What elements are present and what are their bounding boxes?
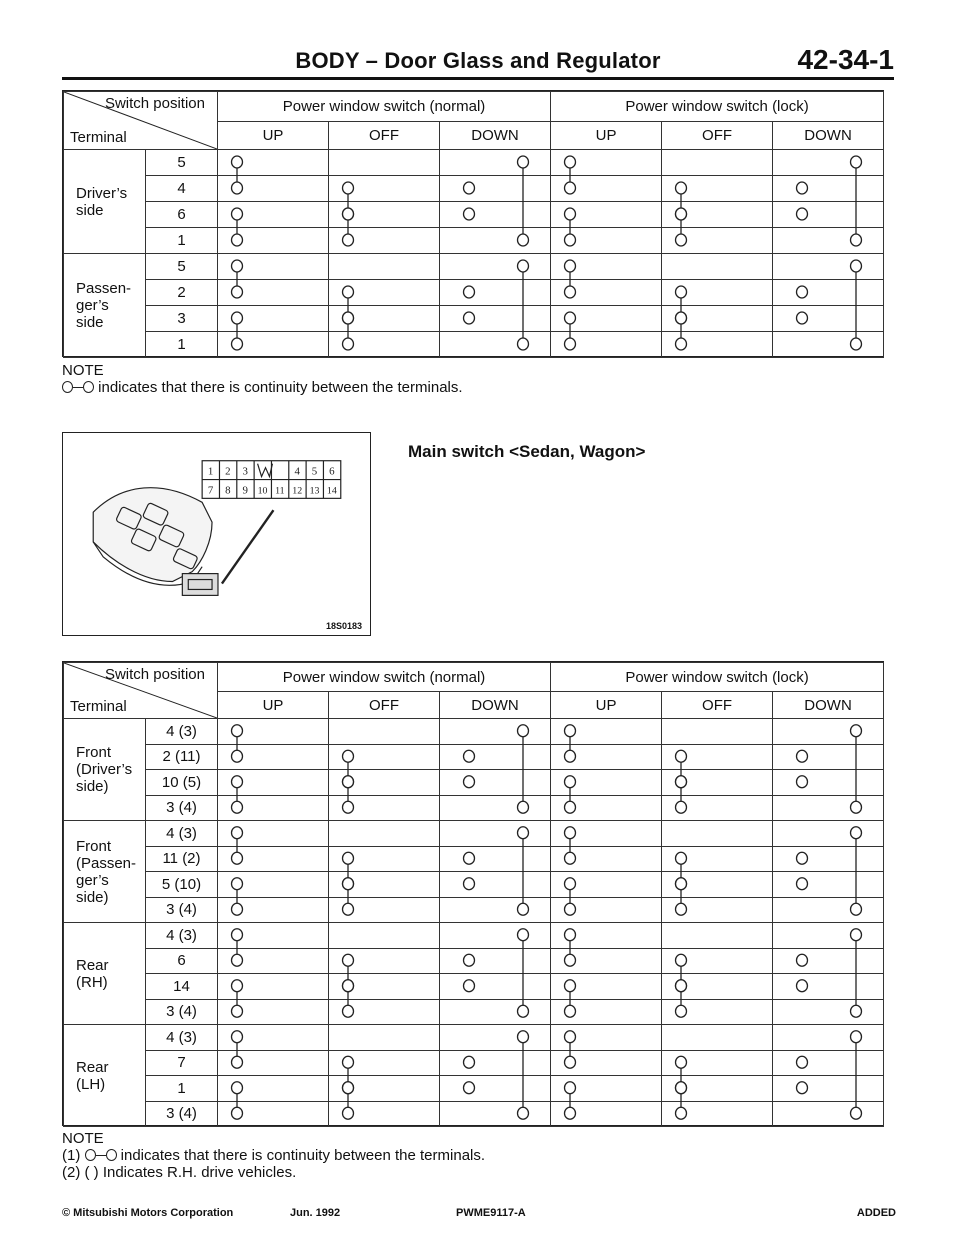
col-off-lock: OFF (662, 122, 773, 150)
continuity-cell (662, 1101, 773, 1127)
switch-position-label: Switch position (104, 666, 205, 683)
continuity-cell (662, 948, 773, 974)
terminal-label: Terminal (70, 129, 127, 146)
continuity-cell (329, 228, 440, 254)
continuity-cell (329, 254, 440, 280)
terminal-cell: 3 (4) (146, 897, 218, 923)
continuity-cell (662, 280, 773, 306)
continuity-cell (551, 1025, 662, 1051)
continuity-cell (773, 719, 884, 745)
continuity-cell (440, 770, 551, 796)
continuity-cell (329, 974, 440, 1000)
footer-copyright: © Mitsubishi Motors Corporation (62, 1207, 234, 1219)
pin-label: 4 (294, 465, 300, 478)
continuity-cell (329, 280, 440, 306)
continuity-cell (218, 821, 329, 847)
col-off-lock: OFF (662, 692, 773, 719)
continuity-cell (440, 923, 551, 949)
col-down-normal: DOWN (440, 122, 551, 150)
continuity-cell (773, 332, 884, 358)
section-label-front-passenger (64, 821, 146, 923)
continuity-cell (440, 974, 551, 1000)
continuity-cell (440, 228, 551, 254)
continuity-cell (440, 795, 551, 821)
group-header-lock: Power window switch (lock) (551, 663, 884, 692)
continuity-cell (329, 948, 440, 974)
section-label-text: Front (Passen- ger’s side) (76, 837, 137, 906)
continuity-cell (329, 719, 440, 745)
continuity-cell (218, 150, 329, 176)
continuity-cell (329, 332, 440, 358)
continuity-cell (218, 744, 329, 770)
continuity-cell (551, 719, 662, 745)
continuity-cell (773, 923, 884, 949)
terminal-cell: 2 (146, 280, 218, 306)
continuity-cell (440, 254, 551, 280)
switch-position-label: Switch position (104, 95, 205, 112)
continuity-cell (773, 306, 884, 332)
continuity-cell (218, 280, 329, 306)
col-up-normal: UP (218, 122, 329, 150)
continuity-cell (440, 897, 551, 923)
pin-label: 13 (309, 485, 320, 497)
continuity-cell (773, 744, 884, 770)
pin-label: 5 (311, 465, 318, 478)
section-label-text: Passen- ger’s side (76, 280, 132, 331)
terminal-cell: 6 (146, 202, 218, 228)
pin-label: 2 (225, 465, 231, 478)
page-title: BODY – Door Glass and Regulator (295, 48, 661, 73)
continuity-cell (773, 1076, 884, 1102)
main-switch-figure (62, 432, 371, 636)
continuity-cell (773, 821, 884, 847)
continuity-cell (440, 1101, 551, 1127)
continuity-cell (440, 202, 551, 228)
footer-date: Jun. 1992 (290, 1207, 341, 1219)
terminal-cell: 1 (146, 332, 218, 358)
footer-status: ADDED (856, 1207, 896, 1219)
continuity-cell (551, 744, 662, 770)
continuity-cell (773, 770, 884, 796)
section-label-rear-rh (64, 923, 146, 1025)
section-label-text: Rear (LH) (76, 1058, 109, 1093)
continuity-cell (440, 150, 551, 176)
continuity-cell (218, 176, 329, 202)
col-off-normal: OFF (329, 692, 440, 719)
pin-label: 8 (225, 484, 231, 497)
header-rule (62, 77, 894, 80)
section-label-driver (64, 150, 146, 254)
main-switch-title: Main switch <Sedan, Wagon> (408, 442, 646, 461)
continuity-cell (218, 1076, 329, 1102)
continuity-cell (218, 770, 329, 796)
continuity-cell (662, 974, 773, 1000)
continuity-cell (329, 202, 440, 228)
pin-label: 1 (207, 465, 214, 478)
continuity-cell (218, 332, 329, 358)
pin-label: 6 (329, 465, 335, 478)
footer-code: PWME9117-A (456, 1207, 526, 1219)
terminal-cell: 4 (3) (146, 821, 218, 847)
continuity-cell (218, 948, 329, 974)
pin-label: 3 (242, 465, 248, 478)
figure-code: 18S0183 (325, 621, 362, 631)
terminal-cell: 4 (3) (146, 923, 218, 949)
continuity-cell (662, 306, 773, 332)
continuity-cell (773, 974, 884, 1000)
continuity-cell (218, 897, 329, 923)
continuity-cell (329, 744, 440, 770)
terminal-cell: 2 (11) (146, 744, 218, 770)
continuity-cell (551, 1076, 662, 1102)
continuity-cell (773, 280, 884, 306)
continuity-cell (551, 770, 662, 796)
terminal-cell: 4 (3) (146, 1025, 218, 1051)
section-label-text: Rear (RH) (76, 956, 109, 991)
corner-header (64, 663, 218, 719)
continuity-cell (662, 228, 773, 254)
note-line (62, 379, 463, 396)
continuity-cell (440, 744, 551, 770)
continuity-cell (440, 176, 551, 202)
continuity-cell (329, 795, 440, 821)
terminal-cell: 5 (146, 254, 218, 280)
continuity-cell (662, 897, 773, 923)
note-line-2: (2) ( ) Indicates R.H. drive vehicles. (62, 1164, 297, 1181)
continuity-cell (440, 719, 551, 745)
continuity-table-all-doors (62, 661, 884, 1126)
continuity-cell (440, 1025, 551, 1051)
continuity-cell (773, 176, 884, 202)
continuity-cell (218, 202, 329, 228)
continuity-cell (662, 254, 773, 280)
terminal-cell: 1 (146, 1076, 218, 1102)
continuity-cell (662, 332, 773, 358)
group-header-normal: Power window switch (normal) (218, 92, 551, 122)
continuity-cell (218, 795, 329, 821)
section-label-front-driver (64, 719, 146, 821)
col-up-lock: UP (551, 692, 662, 719)
continuity-cell (218, 846, 329, 872)
terminal-cell: 3 (4) (146, 1101, 218, 1127)
terminal-cell: 4 (146, 176, 218, 202)
continuity-cell (551, 821, 662, 847)
continuity-cell (218, 254, 329, 280)
pin-label: 12 (292, 485, 303, 497)
terminal-label: Terminal (70, 698, 127, 715)
continuity-cell (329, 846, 440, 872)
continuity-cell (440, 1050, 551, 1076)
note-top (62, 362, 463, 396)
continuity-cell (662, 176, 773, 202)
group-header-lock: Power window switch (lock) (551, 92, 884, 122)
page-number: 42-34-1 (797, 44, 894, 75)
continuity-cell (662, 719, 773, 745)
continuity-cell (218, 228, 329, 254)
continuity-cell (329, 150, 440, 176)
continuity-cell (218, 999, 329, 1025)
continuity-cell (440, 332, 551, 358)
continuity-cell (440, 846, 551, 872)
continuity-cell (329, 872, 440, 898)
continuity-cell (551, 948, 662, 974)
continuity-cell (773, 999, 884, 1025)
continuity-cell (329, 923, 440, 949)
continuity-cell (440, 999, 551, 1025)
continuity-cell (662, 770, 773, 796)
terminal-circle-icon (62, 381, 73, 393)
continuity-cell (329, 1076, 440, 1102)
continuity-cell (773, 1101, 884, 1127)
continuity-cell (218, 923, 329, 949)
continuity-cell (773, 228, 884, 254)
terminal-cell: 10 (5) (146, 770, 218, 796)
continuity-cell (551, 150, 662, 176)
continuity-cell (329, 821, 440, 847)
pin-label: 11 (275, 485, 285, 497)
terminal-cell: 11 (2) (146, 846, 218, 872)
terminal-cell: 5 (10) (146, 872, 218, 898)
continuity-cell (329, 306, 440, 332)
continuity-cell (662, 821, 773, 847)
main-switch-illustration (63, 433, 370, 635)
corner-header (64, 92, 218, 150)
pin-label: 7 (207, 484, 214, 497)
continuity-cell (218, 1050, 329, 1076)
continuity-cell (440, 280, 551, 306)
continuity-cell (662, 923, 773, 949)
continuity-cell (440, 1076, 551, 1102)
connector-line-icon (96, 1155, 106, 1156)
continuity-cell (773, 948, 884, 974)
terminal-circle-icon (85, 1149, 96, 1161)
terminal-circle-icon (106, 1149, 117, 1161)
continuity-cell (551, 1101, 662, 1127)
continuity-table-driver-passenger (62, 90, 884, 357)
col-down-lock: DOWN (773, 692, 884, 719)
connector-line-icon (73, 387, 83, 388)
continuity-cell (773, 1025, 884, 1051)
col-off-normal: OFF (329, 122, 440, 150)
continuity-cell (218, 872, 329, 898)
continuity-cell (329, 999, 440, 1025)
continuity-cell (551, 897, 662, 923)
continuity-cell (773, 150, 884, 176)
continuity-cell (662, 1025, 773, 1051)
continuity-cell (329, 897, 440, 923)
pin-label: 14 (326, 485, 337, 497)
terminal-cell: 14 (146, 974, 218, 1000)
continuity-cell (329, 1025, 440, 1051)
col-up-normal: UP (218, 692, 329, 719)
continuity-cell (773, 795, 884, 821)
continuity-cell (218, 1025, 329, 1051)
section-label-passenger (64, 254, 146, 358)
continuity-cell (662, 1050, 773, 1076)
continuity-cell (329, 176, 440, 202)
continuity-cell (551, 974, 662, 1000)
note-heading: NOTE (62, 362, 104, 379)
continuity-cell (773, 254, 884, 280)
continuity-cell (662, 744, 773, 770)
continuity-cell (440, 872, 551, 898)
page-header (62, 44, 894, 80)
continuity-cell (773, 872, 884, 898)
continuity-cell (551, 202, 662, 228)
pin-label: 10 (257, 485, 268, 497)
continuity-cell (218, 306, 329, 332)
continuity-cell (440, 948, 551, 974)
continuity-cell (662, 1076, 773, 1102)
terminal-cell: 1 (146, 228, 218, 254)
continuity-cell (551, 846, 662, 872)
continuity-cell (662, 872, 773, 898)
continuity-cell (773, 846, 884, 872)
note-bottom (62, 1130, 485, 1181)
section-label-rear-lh (64, 1025, 146, 1127)
continuity-cell (551, 306, 662, 332)
continuity-cell (662, 202, 773, 228)
continuity-cell (662, 150, 773, 176)
group-header-normal: Power window switch (normal) (218, 663, 551, 692)
continuity-cell (440, 821, 551, 847)
section-label-text: Front (Driver’s side) (76, 744, 133, 795)
col-down-lock: DOWN (773, 122, 884, 150)
continuity-cell (551, 332, 662, 358)
note-text: indicates that there is continuity between the terminals. (94, 379, 463, 396)
terminal-cell: 3 (4) (146, 795, 218, 821)
continuity-cell (662, 795, 773, 821)
terminal-cell: 7 (146, 1050, 218, 1076)
continuity-cell (218, 974, 329, 1000)
continuity-cell (662, 846, 773, 872)
continuity-cell (551, 872, 662, 898)
continuity-cell (329, 1101, 440, 1127)
continuity-cell (551, 176, 662, 202)
continuity-cell (551, 1050, 662, 1076)
terminal-cell: 5 (146, 150, 218, 176)
continuity-cell (551, 923, 662, 949)
section-label-text: Driver’s side (76, 184, 128, 219)
terminal-cell: 3 (146, 306, 218, 332)
continuity-cell (773, 1050, 884, 1076)
note-heading: NOTE (62, 1130, 104, 1147)
note-item-1-prefix: (1) (62, 1147, 85, 1164)
continuity-cell (551, 228, 662, 254)
continuity-cell (773, 202, 884, 228)
continuity-cell (329, 1050, 440, 1076)
continuity-cell (218, 719, 329, 745)
continuity-cell (218, 1101, 329, 1127)
note-item-1-text: indicates that there is continuity between the terminals. (116, 1147, 486, 1164)
terminal-cell: 4 (3) (146, 719, 218, 745)
continuity-cell (773, 897, 884, 923)
col-down-normal: DOWN (440, 692, 551, 719)
continuity-cell (662, 999, 773, 1025)
terminal-cell: 6 (146, 948, 218, 974)
continuity-cell (551, 999, 662, 1025)
terminal-circle-icon (83, 381, 94, 393)
continuity-cell (551, 795, 662, 821)
continuity-cell (551, 280, 662, 306)
col-up-lock: UP (551, 122, 662, 150)
pin-label: 9 (242, 484, 248, 497)
terminal-cell: 3 (4) (146, 999, 218, 1025)
continuity-cell (329, 770, 440, 796)
continuity-cell (551, 254, 662, 280)
continuity-cell (440, 306, 551, 332)
note-line-1 (62, 1147, 485, 1164)
